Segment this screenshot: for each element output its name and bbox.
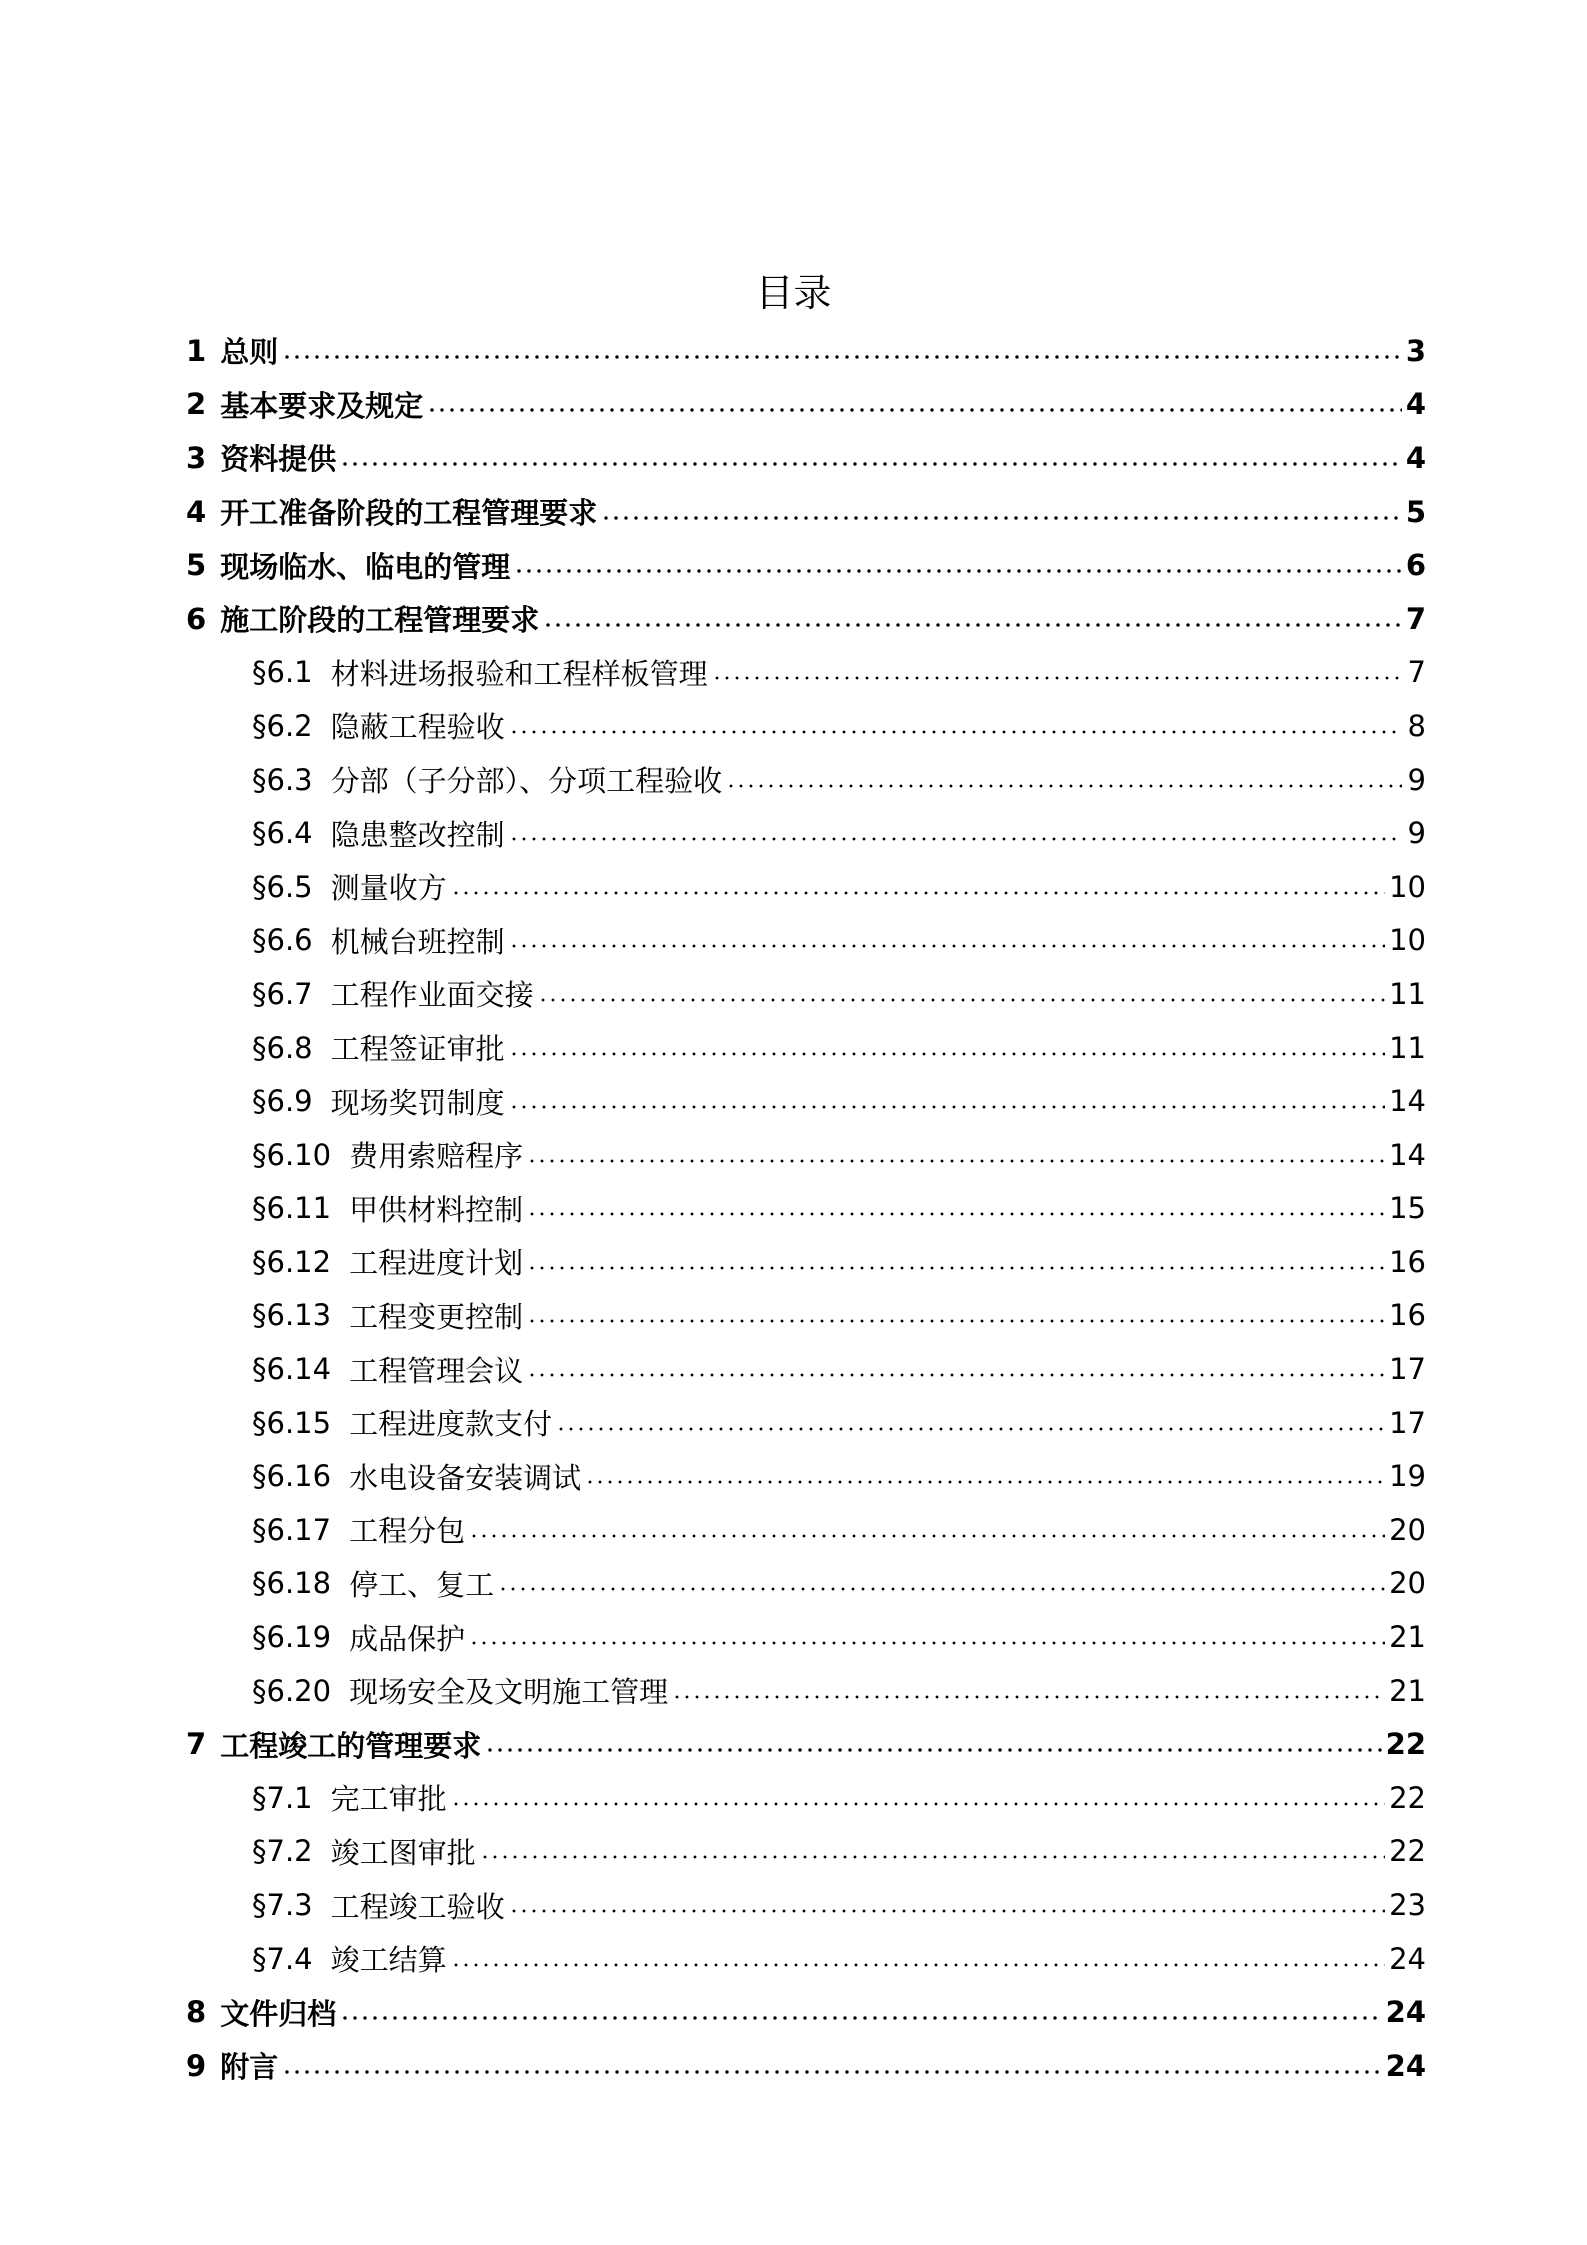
toc-entry-number: §6.14 [252,1352,332,1387]
toc-entry[interactable] [186,1878,1426,1932]
toc-entry-number: 6 [186,601,207,636]
toc-entry-number: 2 [186,387,207,422]
toc-entry-label: 工程进度款支付 [349,1407,553,1442]
toc-entry-number: §6.6 [252,923,313,958]
toc-entry-label: 工程竣工验收 [330,1889,505,1924]
toc-dot-leader [469,1534,1385,1538]
toc-entry-page-number: 24 [1385,1995,1426,2030]
toc-entry[interactable] [186,967,1426,1021]
toc-entry[interactable] [186,699,1426,753]
toc-entry-label: 工程进度计划 [349,1246,524,1281]
toc-entry-page-number: 14 [1389,1137,1426,1172]
toc-entry-page-number: 9 [1407,762,1426,797]
toc-entry-label: 隐患整改控制 [330,817,505,852]
toc-entry-label: 竣工结算 [330,1943,447,1978]
toc-entry-number: §6.2 [252,708,313,743]
toc-entry-number: §6.20 [252,1673,332,1708]
toc-entry-label: 资料提供 [220,442,337,477]
toc-entry-number: §6.12 [252,1244,332,1279]
toc-dot-leader [509,730,1402,734]
toc-entry-label: 基本要求及规定 [220,388,424,423]
toc-entry-label: 工程变更控制 [349,1299,524,1334]
toc-entry-number: §6.10 [252,1137,332,1172]
toc-entry-page-number: 17 [1389,1352,1426,1387]
toc-dot-leader [282,2070,1381,2074]
toc-dot-leader [527,1212,1385,1216]
toc-entry-number: 1 [186,333,207,368]
toc-entry[interactable] [186,1664,1426,1718]
toc-entry-page-number: 20 [1389,1512,1426,1547]
toc-dot-leader [712,676,1402,680]
toc-entry-label: 总则 [220,335,279,370]
toc-entry[interactable] [186,1503,1426,1557]
toc-dot-leader [340,462,1402,466]
toc-dot-leader [726,784,1402,788]
toc-entry-number: §7.2 [252,1834,313,1869]
toc-entry-number: 5 [186,548,207,583]
toc-dot-leader [601,516,1402,520]
toc-entry-page-number: 4 [1405,440,1426,475]
toc-entry-page-number: 21 [1389,1673,1426,1708]
toc-entry-number: §6.9 [252,1084,313,1119]
toc-entry-number: §7.1 [252,1780,313,1815]
toc-entry[interactable] [186,1985,1426,2039]
toc-dot-leader [672,1695,1385,1699]
toc-entry[interactable] [186,1825,1426,1879]
toc-dot-leader [527,1373,1385,1377]
toc-list [186,324,1426,2093]
toc-entry-number: §6.5 [252,869,313,904]
toc-title: 目录 [755,271,832,315]
toc-entry[interactable] [186,378,1426,432]
toc-dot-leader [282,355,1402,359]
toc-dot-leader [451,1802,1385,1806]
toc-dot-leader [556,1427,1385,1431]
toc-dot-leader [585,1480,1385,1484]
toc-entry-label: 成品保护 [349,1621,466,1656]
toc-entry-page-number: 24 [1385,2048,1426,2083]
toc-dot-leader [514,569,1402,573]
toc-entry[interactable] [186,538,1426,592]
toc-entry-page-number: 21 [1389,1620,1426,1655]
toc-entry-number: 9 [186,2048,207,2083]
toc-entry-page-number: 16 [1389,1244,1426,1279]
toc-entry-number: §6.15 [252,1405,332,1440]
toc-entry-label: 竣工图审批 [330,1835,476,1870]
toc-entry-page-number: 19 [1389,1459,1426,1494]
toc-dot-leader [527,1319,1385,1323]
toc-entry[interactable] [186,1289,1426,1343]
toc-entry-page-number: 23 [1389,1888,1426,1923]
toc-entry-label: 分部（子分部）、分项工程验收 [330,764,723,799]
toc-entry[interactable] [186,914,1426,968]
toc-entry-page-number: 6 [1405,548,1426,583]
toc-entry-page-number: 4 [1405,387,1426,422]
toc-entry-label: 停工、复工 [349,1567,495,1602]
toc-dot-leader [340,2016,1381,2020]
toc-entry-page-number: 8 [1407,708,1426,743]
toc-entry-label: 附言 [220,2050,279,2085]
toc-entry-number: §6.16 [252,1459,332,1494]
toc-entry[interactable] [186,1182,1426,1236]
toc-dot-leader [509,1052,1385,1056]
toc-entry-number: 7 [186,1727,207,1762]
toc-dot-leader [538,998,1385,1002]
toc-dot-leader [509,944,1385,948]
toc-entry-number: §6.8 [252,1030,313,1065]
toc-entry[interactable] [186,1449,1426,1503]
toc-dot-leader [451,1963,1385,1967]
toc-dot-leader [527,1159,1385,1163]
toc-entry-number: §6.4 [252,816,313,851]
toc-entry-number: §6.13 [252,1298,332,1333]
toc-entry-label: 工程作业面交接 [330,978,534,1013]
toc-entry[interactable] [186,1717,1426,1771]
toc-entry[interactable] [186,1128,1426,1182]
toc-entry-label: 开工准备阶段的工程管理要求 [220,496,598,531]
toc-entry-page-number: 7 [1405,601,1426,636]
toc-entry-number: §6.18 [252,1566,332,1601]
toc-entry[interactable] [186,860,1426,914]
toc-dot-leader [509,837,1402,841]
toc-entry-label: 测量收方 [330,871,447,906]
toc-entry[interactable] [186,1771,1426,1825]
toc-entry-label: 机械台班控制 [330,924,505,959]
toc-entry-page-number: 20 [1389,1566,1426,1601]
toc-entry-label: 完工审批 [330,1782,447,1817]
toc-entry[interactable] [186,324,1426,378]
toc-entry-label: 费用索赔程序 [349,1139,524,1174]
toc-entry-number: §6.11 [252,1191,332,1226]
toc-entry[interactable] [186,753,1426,807]
toc-entry-page-number: 22 [1389,1780,1426,1815]
toc-entry-label: 现场奖罚制度 [330,1085,505,1120]
toc-entry[interactable] [186,592,1426,646]
toc-entry-label: 工程管理会议 [349,1353,524,1388]
toc-entry-page-number: 10 [1389,923,1426,958]
toc-dot-leader [509,1909,1385,1913]
toc-dot-leader [451,891,1385,895]
toc-entry-page-number: 22 [1385,1727,1426,1762]
toc-entry[interactable] [186,806,1426,860]
toc-entry-number: §6.17 [252,1512,332,1547]
toc-entry[interactable] [186,1610,1426,1664]
toc-entry-page-number: 11 [1389,976,1426,1011]
toc-entry-label: 工程分包 [349,1514,466,1549]
toc-entry[interactable] [186,646,1426,700]
toc-dot-leader [509,1105,1385,1109]
toc-entry-label: 文件归档 [220,1996,337,2031]
toc-entry-page-number: 17 [1389,1405,1426,1440]
toc-dot-leader [427,408,1402,412]
toc-entry-number: §7.3 [252,1888,313,1923]
toc-entry-page-number: 24 [1389,1941,1426,1976]
toc-entry-number: §6.7 [252,976,313,1011]
toc-dot-leader [543,623,1402,627]
toc-entry-page-number: 10 [1389,869,1426,904]
toc-entry[interactable] [186,1557,1426,1611]
toc-entry[interactable] [186,1074,1426,1128]
toc-entry-number: 8 [186,1995,207,2030]
toc-entry-label: 材料进场报验和工程样板管理 [330,656,708,691]
toc-entry-page-number: 11 [1389,1030,1426,1065]
toc-dot-leader [469,1641,1385,1645]
toc-entry[interactable] [186,1342,1426,1396]
toc-entry-number: §6.1 [252,655,313,690]
toc-entry-label: 水电设备安装调试 [349,1460,582,1495]
toc-entry-label: 施工阶段的工程管理要求 [220,603,540,638]
toc-entry-page-number: 22 [1389,1834,1426,1869]
toc-entry-label: 工程竣工的管理要求 [220,1728,482,1763]
toc-entry-label: 现场临水、临电的管理 [220,549,511,584]
toc-entry-page-number: 9 [1407,816,1426,851]
toc-entry[interactable] [186,1396,1426,1450]
toc-entry[interactable] [186,1235,1426,1289]
toc-entry-number: §6.3 [252,762,313,797]
toc-entry-page-number: 3 [1405,333,1426,368]
toc-dot-leader [480,1855,1385,1859]
toc-dot-leader [527,1266,1385,1270]
toc-entry-number: §6.19 [252,1620,332,1655]
toc-entry[interactable] [186,431,1426,485]
toc-entry-label: 工程签证审批 [330,1032,505,1067]
toc-dot-leader [498,1587,1385,1591]
toc-entry-number: 4 [186,494,207,529]
toc-entry-label: 现场安全及文明施工管理 [349,1675,669,1710]
toc-entry-number: §7.4 [252,1941,313,1976]
toc-entry-page-number: 7 [1407,655,1426,690]
toc-dot-leader [485,1748,1381,1752]
toc-entry-page-number: 14 [1389,1084,1426,1119]
toc-entry-label: 甲供材料控制 [349,1192,524,1227]
toc-entry[interactable] [186,1932,1426,1986]
toc-entry[interactable] [186,485,1426,539]
toc-entry-label: 隐蔽工程验收 [330,710,505,745]
toc-entry-number: 3 [186,440,207,475]
toc-entry[interactable] [186,2039,1426,2093]
toc-entry-page-number: 15 [1389,1191,1426,1226]
toc-entry-page-number: 16 [1389,1298,1426,1333]
toc-entry[interactable] [186,1021,1426,1075]
toc-entry-page-number: 5 [1405,494,1426,529]
